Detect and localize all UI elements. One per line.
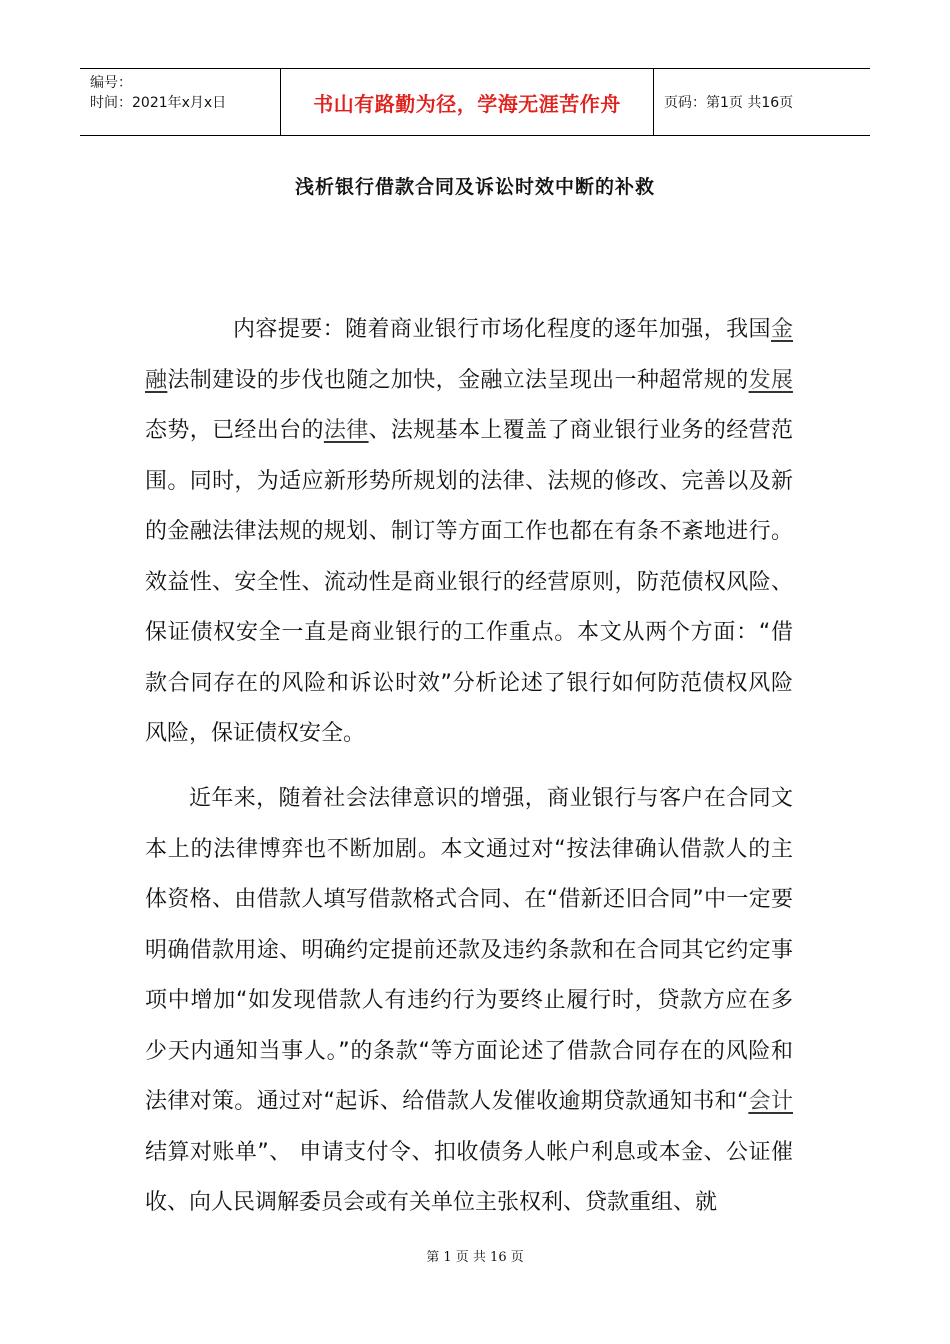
abstract-text-2: 法制建设的步伐也随之加快，金融立法呈现出一种超常规的 xyxy=(167,367,749,393)
link-accounting[interactable]: 会计 xyxy=(748,1089,793,1114)
abstract-text-4: 、法规基本上覆盖了商业银行业务的经营范围。同时，为适应新形势所规划的法律、法规的修改、完善以及新的金融法律法规的规划、制订等方面工作也都在有条不紊地进行。效益性、安全性、流动性是商业银行的经营原则，防范债权风险、保证债权安全一直是商业银行的工作重点。本文从两个方面：“借款合同存在的风险和诉讼时效”分析论述了银行如何防范债权风险风险，保证债权安全。 xyxy=(145,418,793,746)
document-header xyxy=(80,68,870,136)
page-footer: 第 1 页 共 16 页 xyxy=(426,1250,524,1265)
header-motto-cell xyxy=(281,69,654,135)
link-finance[interactable]: 金融 xyxy=(145,317,793,393)
abstract-paragraph xyxy=(145,305,793,760)
link-law[interactable]: 法律 xyxy=(323,418,369,443)
number-label: 编号： xyxy=(90,75,132,91)
body-text-1: 近年来，随着社会法律意识的增强，商业银行与客户在合同文本上的法律博弈也不断加剧。本文通过对“按法律确认借款人的主体资格、由借款人填写借款格式合同、在“借新还旧合同”中一定要明确借款用途、明确约定提前还款及违约条款和在合同其它约定事项中增加“如发现借款人有违约行为要终止履行时，贷款方应在多少天内通知当事人。”的条款“等方面论述了借款合同存在的风险和法律对策。通过对“起诉、给借款人发催收逾期贷款通知书和“ xyxy=(145,786,793,1114)
document-title: 浅析银行借款合同及诉讼时效中断的补救 xyxy=(294,176,655,198)
body-text-2: 结算对账单”、 申请支付令、扣收债务人帐户利息或本金、公证催收、向人民调解委员会或有关单位主张权利、贷款重组、就 xyxy=(145,1139,793,1215)
header-meta xyxy=(80,69,281,135)
page-info: 页码：第1页 共16页 xyxy=(664,95,794,111)
motto-text: 书山有路勤为径，学海无涯苦作舟 xyxy=(313,91,621,116)
time-label: 时间：2021年x月x日 xyxy=(90,95,227,111)
abstract-text-3: 态势，已经出台的 xyxy=(145,418,324,443)
link-development[interactable]: 发展 xyxy=(748,367,793,393)
body-paragraph xyxy=(145,774,793,1229)
abstract-text-1: 内容提要：随着商业银行市场化程度的逐年加强，我国 xyxy=(233,317,771,342)
header-page-cell xyxy=(654,69,870,135)
